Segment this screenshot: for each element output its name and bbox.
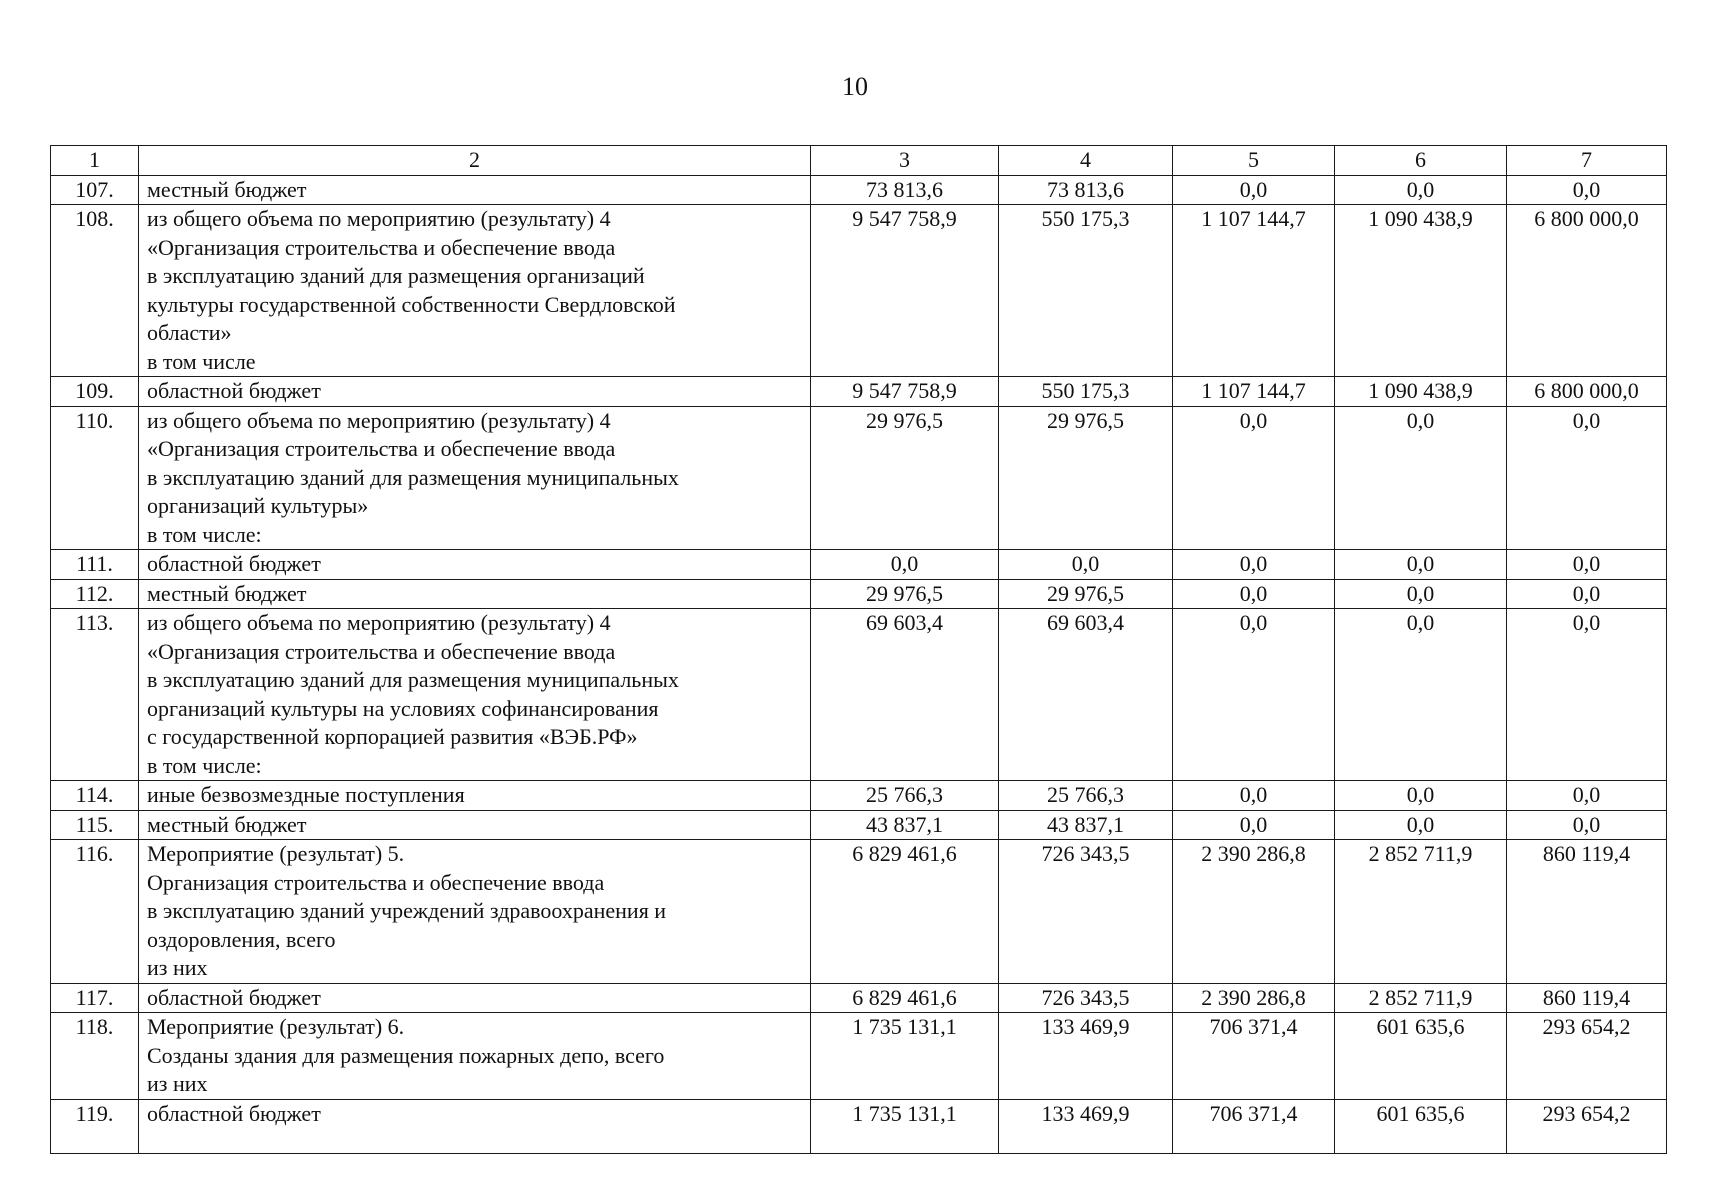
description-line: из общего объема по мероприятию (результату) 4 xyxy=(147,206,611,231)
value-cell-col-7: 6 800 000,0 xyxy=(1507,205,1667,377)
value-cell-col-6: 0,0 xyxy=(1335,609,1507,781)
value-cell-col-7: 293 654,2 xyxy=(1507,1099,1667,1153)
description-line: местный бюджет xyxy=(147,580,307,606)
description-line: в эксплуатацию зданий для размещения муниципальных xyxy=(147,464,679,490)
value-cell-col-3: 43 837,1 xyxy=(811,810,999,840)
table-row xyxy=(51,579,1667,609)
row-number: 107. xyxy=(51,175,139,205)
description-line: областной бюджет xyxy=(147,984,321,1010)
budget-table xyxy=(50,145,1667,1154)
description-line: Организация строительства и обеспечение ввода xyxy=(147,869,605,895)
row-description xyxy=(139,1099,811,1153)
value-cell-col-3: 73 813,6 xyxy=(811,175,999,205)
table-header-row xyxy=(51,146,1667,176)
value-cell-col-4: 69 603,4 xyxy=(999,609,1173,781)
table-row xyxy=(51,1099,1667,1153)
value-cell-col-7: 0,0 xyxy=(1507,175,1667,205)
description-line: областной бюджет xyxy=(147,551,321,576)
table-row xyxy=(51,840,1667,984)
row-description xyxy=(139,205,811,377)
value-cell-col-5: 0,0 xyxy=(1173,579,1335,609)
value-cell-col-5: 706 371,4 xyxy=(1173,1099,1335,1153)
value-cell-col-3: 6 829 461,6 xyxy=(811,840,999,984)
value-cell-col-4: 726 343,5 xyxy=(999,983,1173,1013)
value-cell-col-7: 0,0 xyxy=(1507,810,1667,840)
row-number: 118. xyxy=(51,1013,139,1100)
description-line: из них xyxy=(147,1071,208,1096)
table-row xyxy=(51,810,1667,840)
value-cell-col-7: 0,0 xyxy=(1507,781,1667,811)
description-line: «Организация строительства и обеспечение ввода xyxy=(147,234,616,260)
column-header-5: 5 xyxy=(1173,146,1335,176)
row-number: 113. xyxy=(51,609,139,781)
row-description xyxy=(139,406,811,550)
value-cell-col-5: 1 107 144,7 xyxy=(1173,377,1335,407)
value-cell-col-6: 0,0 xyxy=(1335,781,1507,811)
value-cell-col-4: 25 766,3 xyxy=(999,781,1173,811)
description-line: организаций культуры» xyxy=(147,493,369,518)
value-cell-col-7: 0,0 xyxy=(1507,550,1667,580)
value-cell-col-5: 2 390 286,8 xyxy=(1173,840,1335,984)
value-cell-col-4: 73 813,6 xyxy=(999,175,1173,205)
description-line: в том числе: xyxy=(147,752,262,778)
value-cell-col-7: 860 119,4 xyxy=(1507,983,1667,1013)
description-line: местный бюджет xyxy=(147,176,307,202)
value-cell-col-4: 43 837,1 xyxy=(999,810,1173,840)
description-line: в эксплуатацию зданий учреждений здравоохранения и xyxy=(147,898,667,923)
description-line: Мероприятие (результат) 6. xyxy=(147,1014,405,1039)
row-description xyxy=(139,377,811,407)
description-line: областной бюджет xyxy=(147,1100,321,1126)
table-row xyxy=(51,377,1667,407)
value-cell-col-6: 601 635,6 xyxy=(1335,1013,1507,1100)
table-row xyxy=(51,550,1667,580)
description-line: в том числе xyxy=(147,348,256,374)
value-cell-col-5: 0,0 xyxy=(1173,550,1335,580)
row-number: 108. xyxy=(51,205,139,377)
value-cell-col-3: 29 976,5 xyxy=(811,406,999,550)
description-line: Мероприятие (результат) 5. xyxy=(147,841,405,866)
description-line: «Организация строительства и обеспечение ввода xyxy=(147,436,616,461)
row-number: 115. xyxy=(51,810,139,840)
value-cell-col-5: 1 107 144,7 xyxy=(1173,205,1335,377)
value-cell-col-6: 0,0 xyxy=(1335,175,1507,205)
value-cell-col-6: 601 635,6 xyxy=(1335,1099,1507,1153)
description-line: оздоровления, всего xyxy=(147,926,336,952)
value-cell-col-6: 0,0 xyxy=(1335,406,1507,550)
description-line: областной бюджет xyxy=(147,378,321,403)
description-line: из общего объема по мероприятию (результату) 4 xyxy=(147,407,611,433)
value-cell-col-4: 29 976,5 xyxy=(999,406,1173,550)
value-cell-col-6: 2 852 711,9 xyxy=(1335,983,1507,1013)
value-cell-col-3: 9 547 758,9 xyxy=(811,205,999,377)
value-cell-col-3: 0,0 xyxy=(811,550,999,580)
description-line: с государственной корпорацией развития «ВЭБ.РФ» xyxy=(147,724,638,749)
column-header-6: 6 xyxy=(1335,146,1507,176)
description-line: из них xyxy=(147,955,208,980)
value-cell-col-7: 0,0 xyxy=(1507,609,1667,781)
value-cell-col-3: 1 735 131,1 xyxy=(811,1099,999,1153)
description-line: в том числе: xyxy=(147,521,262,547)
description-line: Созданы здания для размещения пожарных депо, всего xyxy=(147,1042,665,1068)
value-cell-col-6: 1 090 438,9 xyxy=(1335,205,1507,377)
value-cell-col-7: 0,0 xyxy=(1507,579,1667,609)
page-number: 10 xyxy=(842,72,868,101)
column-header-1: 1 xyxy=(51,146,139,176)
row-number: 117. xyxy=(51,983,139,1013)
row-number: 119. xyxy=(51,1099,139,1153)
value-cell-col-4: 133 469,9 xyxy=(999,1099,1173,1153)
value-cell-col-4: 550 175,3 xyxy=(999,377,1173,407)
row-number: 114. xyxy=(51,781,139,811)
value-cell-col-6: 2 852 711,9 xyxy=(1335,840,1507,984)
value-cell-col-4: 550 175,3 xyxy=(999,205,1173,377)
value-cell-col-5: 0,0 xyxy=(1173,609,1335,781)
table-row xyxy=(51,205,1667,377)
description-line: в эксплуатацию зданий для размещения муниципальных xyxy=(147,667,679,692)
value-cell-col-6: 1 090 438,9 xyxy=(1335,377,1507,407)
row-number: 116. xyxy=(51,840,139,984)
row-description xyxy=(139,810,811,840)
column-header-4: 4 xyxy=(999,146,1173,176)
value-cell-col-5: 2 390 286,8 xyxy=(1173,983,1335,1013)
description-line: из общего объема по мероприятию (результату) 4 xyxy=(147,610,611,635)
column-header-2: 2 xyxy=(139,146,811,176)
row-number: 111. xyxy=(51,550,139,580)
description-line: «Организация строительства и обеспечение ввода xyxy=(147,638,616,664)
column-header-3: 3 xyxy=(811,146,999,176)
table-body xyxy=(51,175,1667,1153)
value-cell-col-6: 0,0 xyxy=(1335,550,1507,580)
value-cell-col-5: 0,0 xyxy=(1173,781,1335,811)
row-description xyxy=(139,781,811,811)
row-number: 109. xyxy=(51,377,139,407)
table-row xyxy=(51,983,1667,1013)
description-line: культуры государственной собственности Свердловской xyxy=(147,291,676,317)
value-cell-col-5: 0,0 xyxy=(1173,175,1335,205)
value-cell-col-4: 133 469,9 xyxy=(999,1013,1173,1100)
row-description xyxy=(139,1013,811,1100)
table-row xyxy=(51,609,1667,781)
value-cell-col-7: 293 654,2 xyxy=(1507,1013,1667,1100)
description-line: местный бюджет xyxy=(147,811,307,837)
table-row xyxy=(51,781,1667,811)
value-cell-col-3: 6 829 461,6 xyxy=(811,983,999,1013)
column-header-7: 7 xyxy=(1507,146,1667,176)
value-cell-col-4: 0,0 xyxy=(999,550,1173,580)
row-description xyxy=(139,983,811,1013)
value-cell-col-4: 726 343,5 xyxy=(999,840,1173,984)
value-cell-col-6: 0,0 xyxy=(1335,579,1507,609)
row-description xyxy=(139,609,811,781)
value-cell-col-3: 1 735 131,1 xyxy=(811,1013,999,1100)
value-cell-col-3: 9 547 758,9 xyxy=(811,377,999,407)
row-description xyxy=(139,579,811,609)
value-cell-col-6: 0,0 xyxy=(1335,810,1507,840)
table-row xyxy=(51,406,1667,550)
value-cell-col-3: 69 603,4 xyxy=(811,609,999,781)
value-cell-col-4: 29 976,5 xyxy=(999,579,1173,609)
value-cell-col-7: 860 119,4 xyxy=(1507,840,1667,984)
value-cell-col-7: 0,0 xyxy=(1507,406,1667,550)
description-line: организаций культуры на условиях софинансирования xyxy=(147,695,659,721)
value-cell-col-5: 0,0 xyxy=(1173,810,1335,840)
value-cell-col-3: 25 766,3 xyxy=(811,781,999,811)
description-line: в эксплуатацию зданий для размещения организаций xyxy=(147,263,645,288)
table-row xyxy=(51,1013,1667,1100)
row-description xyxy=(139,550,811,580)
table-row xyxy=(51,175,1667,205)
value-cell-col-7: 6 800 000,0 xyxy=(1507,377,1667,407)
value-cell-col-3: 29 976,5 xyxy=(811,579,999,609)
description-line: области» xyxy=(147,320,232,345)
row-description xyxy=(139,840,811,984)
row-number: 112. xyxy=(51,579,139,609)
value-cell-col-5: 706 371,4 xyxy=(1173,1013,1335,1100)
row-description xyxy=(139,175,811,205)
value-cell-col-5: 0,0 xyxy=(1173,406,1335,550)
row-number: 110. xyxy=(51,406,139,550)
description-line: иные безвозмездные поступления xyxy=(147,782,465,807)
